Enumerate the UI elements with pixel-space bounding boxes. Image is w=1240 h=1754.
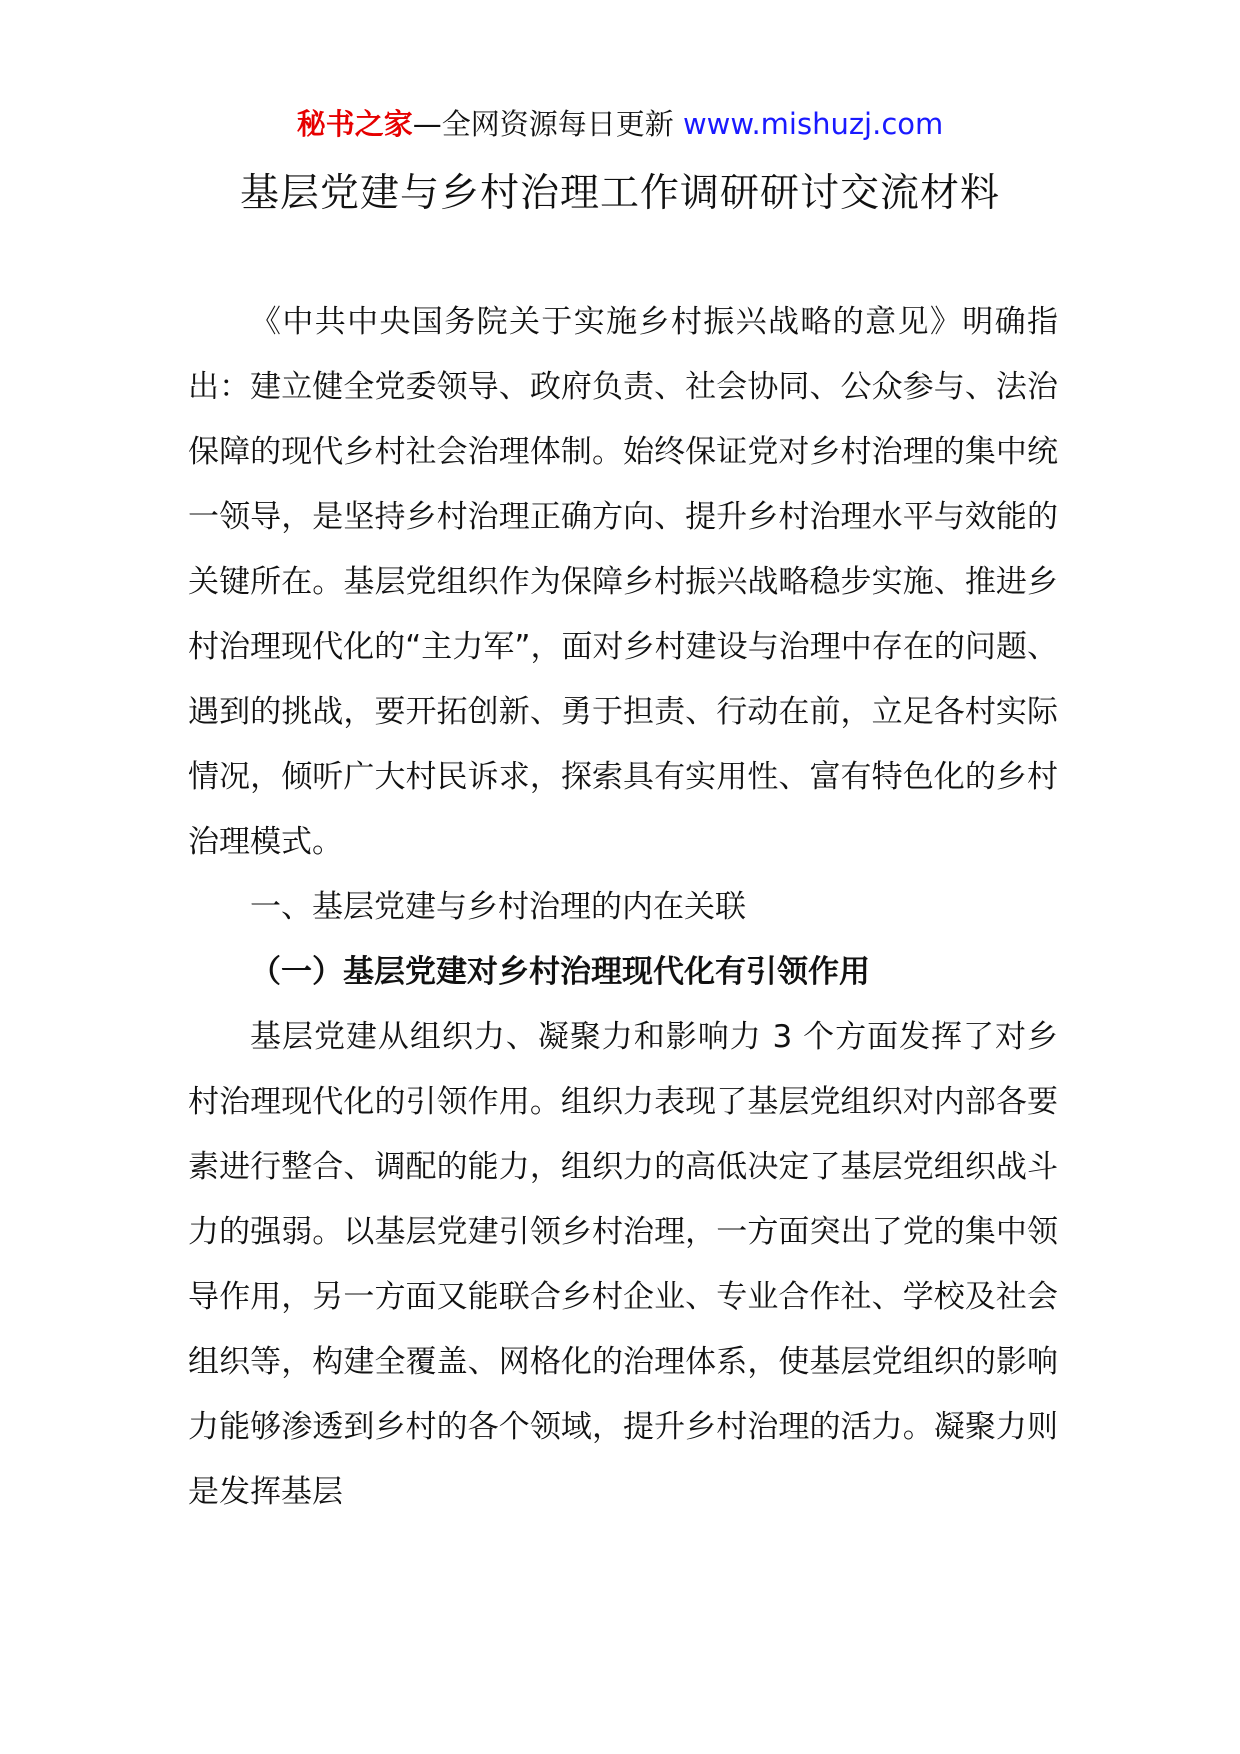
subsection-heading: （一）基层党建对乡村治理现代化有引领作用 bbox=[250, 954, 870, 990]
header-tagline: —全网资源每日更新 bbox=[412, 107, 683, 141]
brand-name: 秘书之家 bbox=[296, 107, 413, 141]
site-url-link[interactable]: www.mishuzj.com bbox=[682, 107, 944, 141]
section-heading: 一、基层党建与乡村治理的内在关联 bbox=[250, 889, 746, 925]
intro-paragraph: 《中共中央国务院关于实施乡村振兴战略的意见》明确指出：建立健全党委领导、政府负责、社会协同、公众参与、法治保障的现代乡村社会治理体制。始终保证党对乡村治理的集中统一领导，是坚持乡村治理正确方向、提升乡村治理水平与效能的关键所在。基层党组织作为保障乡村振兴战略稳步实施、推进乡村治理现代化的“主力军”，面对乡村建设与治理中存在的问题、遇到的挑战，要开拓创新、勇于担责、行动在前，立足各村实际情况，倾听广大村民诉求，探索具有实用性、富有特色化的乡村治理模式。 bbox=[188, 304, 1058, 860]
document-body bbox=[188, 290, 1058, 1525]
site-header bbox=[0, 104, 1240, 144]
document-title: 基层党建与乡村治理工作调研研讨交流材料 bbox=[239, 171, 1000, 216]
body-paragraph: 基层党建从组织力、凝聚力和影响力 3 个方面发挥了对乡村治理现代化的引领作用。组织力表现了基层党组织对内部各要素进行整合、调配的能力，组织力的高低决定了基层党组织战斗力的强弱。以基层党建引领乡村治理，一方面突出了党的集中领导作用，另一方面又能联合乡村企业、专业合作社、学校及社会组织等，构建全覆盖、网格化的治理体系，使基层党组织的影响力能够渗透到乡村的各个领域，提升乡村治理的活力。凝聚力则是发挥基层 bbox=[188, 1019, 1058, 1510]
